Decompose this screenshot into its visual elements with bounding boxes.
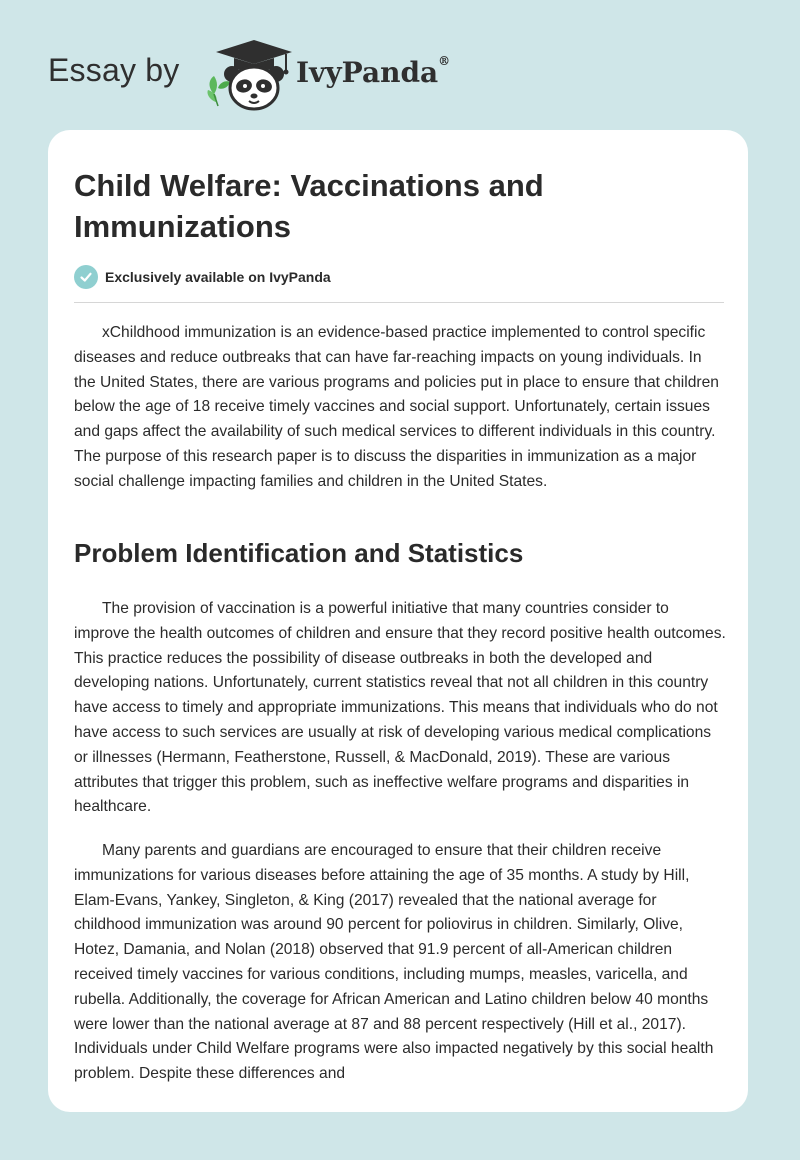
brand-name[interactable] <box>296 56 450 89</box>
section-paragraph-1: The provision of vaccination is a powerful initiative that many countries consider to improve the health outcomes of children and ensure that they record positive health outcomes. This practice reduces the possibility of disease outbreaks in both the developed and developing nations. Unfortunately, current statistics reveal that not all children in this country have access to timely and appropriate immunizations. This means that individuals who do not have access to such services are usually at risk of developing various medical complications or illnesses (Hermann, Featherstone, Russell, & MacDonald, 2019). These are various attributes that trigger this problem, such as ineffective welfare programs and disparities in healthcare. <box>74 600 726 816</box>
panda-graduate-icon[interactable] <box>202 36 292 112</box>
section-heading: Problem Identification and Statistics <box>74 538 524 568</box>
leaf-icon <box>207 76 230 106</box>
essay-title: Child Welfare: Vaccinations and Immunizations <box>74 168 544 244</box>
brand-text: IvyPanda <box>296 56 439 89</box>
section-paragraph-2: Many parents and guardians are encouraged to ensure that their children receive immunizations for various diseases before attaining the age of 35 months. A study by Hill, Elam-Evans, Yankey, Singleton, & King (2017) revealed that the national average for childhood immunization was around 90 percent for poliovirus in children. Similarly, Olive, Hotez, Damania, and Nolan (2018) observed that 91.9 percent of all-American children received timely vaccines for various conditions, including mumps, measles, varicella, and rubella. Additionally, the coverage for African American and Latino children below 40 months were lower than the national average at 87 and 88 percent respectively (Hill et al., 2017). Individuals under Child Welfare programs were also impacted negatively by this social health problem. Despite these differences and <box>74 842 714 1083</box>
essay-card <box>48 130 748 1112</box>
divider <box>74 302 724 303</box>
check-icon <box>74 265 98 289</box>
essay-by-label: Essay by <box>48 52 180 88</box>
intro-paragraph: xChildhood immunization is an evidence-based practice implemented to control specific diseases and reduce outbreaks that can have far-reaching impacts on young individuals. In the United States, there are various programs and policies put in place to ensure that children below the age of 18 receive timely vaccines and social support. Unfortunately, certain issues and gaps affect the availability of such medical services to different individuals in this country. The purpose of this research paper is to discuss the disparities in immunization as a major social challenge impacting families and children in the United States. <box>74 324 719 490</box>
site-header <box>48 36 508 112</box>
registered-mark: ® <box>438 54 451 68</box>
exclusive-badge-label: Exclusively available on IvyPanda <box>105 269 331 285</box>
exclusive-badge <box>74 264 331 290</box>
